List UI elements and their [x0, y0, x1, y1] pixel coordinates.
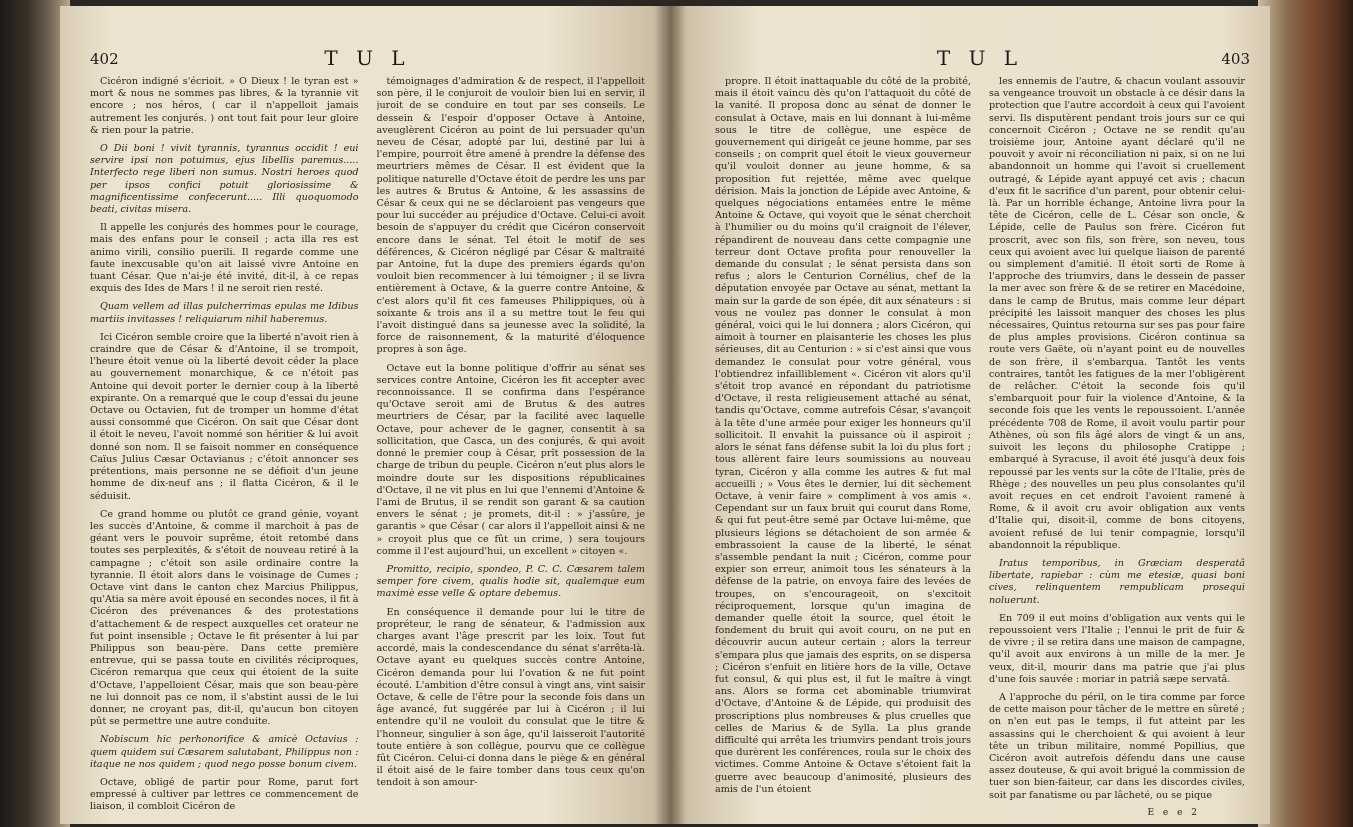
book-edge-right [1258, 0, 1353, 827]
right-column-2 [989, 76, 1245, 816]
right-column-1 [715, 76, 971, 816]
paragraph: Cicéron indigné s'écrioit. » O Dieux ! le tyran est » mort & nous ne sommes pas libres, & la tyrannie vit encore ; nos héros, ( car il n'appelloit jamais autrement les conjurés. ) ont tout fait pour leur gloire & rien pour la patrie. [90, 76, 359, 136]
paragraph: propre. Il étoit inattaquable du côté de la probité, mais il étoit vaincu dès qu'on l'attaquoit du côté de la vanité. Il proposa donc au sénat de donner le consulat à Octave, mais en lui donnant à lui-même sous le titre de collègue, une espèce de gouvernement qui dirigeât ce jeune homme, par ses conseils ; on comprit quel étoit le vieux gouverneur qu'il vouloit donner au jeune homme, & sa proposition fut rejettée, même avec quelque dérision. Mais la jonction de Lépide avec Antoine, & quelques négociations entamées entre le même Antoine & Octave, qui voyoit que le sénat cherchoit à l'humilier ou du moins qu'il craignoit de l'élever, répandirent de nouveau dans cette compagnie une terreur dont Octave profita pour renouveller la demande du consulat ; le sénat persista dans son refus ; alors le Centurion Cornélius, chef de la députation envoyée par Octave au sénat, mettant la main sur la garde de son épée, dit aux sénateurs : si vous ne voulez pas donner le consulat à mon général, voici qui le lui donnera ; alors Cicéron, qui aimoit à tourner en plaisanterie les choses les plus sérieuses, dit au Centurion : » si c'est ainsi que vous demandez le consulat pour votre général, vous l'obtiendrez infailliblement «. Cicéron vit alors qu'il s'étoit trop avancé en répondant du patriotisme d'Octave, il resta religieusement attaché au sénat, tandis qu'Octave, comme autrefois César, s'avançoit à la tête d'une armée pour exiger les honneurs qu'il sollicitoit. Il envahit la puissance où il aspiroit ; alors le sénat fans défense subit la loi du plus fort ; tous allèrent faire leurs soumissions au nouveau tyran, Cicéron y alla comme les autres & fut mal accueilli ; » Vous êtes le dernier, lui dit sèchement Octave, à venir faire » compliment à vos amis «. Cependant sur un faux bruit qui courut dans Rome, & qui fut peut-être semé par Octave lui-même, que plusieurs légions se détachoient de son armée & embrassoient la cause de la liberté, le sénat s'assemble pendant la nuit ; Cicéron, comme pour expier son erreur, animoit tous les sénateurs à la défense de la patrie, on envoya faire des levées de troupes, on s'encourageoit, on s'excitoit réciproquement, lorsque qu'un imagina de demander quelle étoit la source, quel étoit le fondement du bruit qui avoit couru, on ne put en découvrir aucun auteur certain ; alors la terreur s'empara plus que jamais des esprits, on se dispersa ; Cicéron s'enfuit en litière hors de la ville, Octave fut consul, & qui plus est, il fut le maître à vingt ans. Alors se forma cet abominable triumvirat d'Octave, d'Antoine & de Lépide, qui produisit des proscriptions plus nombreuses & plus cruelles que celles de Marius & de Sylla. La plus grande difficulté qui arrêta les triumvirs pendant trois jours que durèrent les conférences, roula sur le choix des victimes. Comme Antoine & Octave s'étoient fait la guerre avec beaucoup d'animosité, plusieurs des amis de l'un étoient [715, 76, 971, 795]
paragraph: Ici Cicéron semble croire que la liberté n'avoit rien à craindre que de César & d'Antoine, il se trompoit, l'heure étoit venue où la liberté devoit céder la place au gouvernement monarchique, & ce n'étoit pas Antoine qui devoit porter le dernier coup à la liberté expirante. On a remarqué que le coup d'essai du jeune Octave ou Octavien, fut de tromper un homme d'état aussi consommé que Cicéron. On sait que César dont il étoit le neveu, l'avoit nommé son héritier & lui avoit donné son nom. Il se faisoit nommer en conséquence Caïus Julius Cæsar Octavianus ; c'étoit annoncer ses prétentions, mais personne ne se défioit d'un jeune homme de dix-neuf ans ; il flatta Cicéron, & il le séduisit. [90, 331, 359, 502]
latin-quote: Nobiscum hic perhonorifice & amicè Octavius : quem quidem sui Cæsarem salutabant, Philippus non : itaque ne nos quidem ; quod nego posse bonum civem. [90, 734, 359, 770]
paragraph: En conséquence il demande pour lui le titre de propréteur, le rang de sénateur, & l'admission aux charges avant l'âge prescrit par les loix. Tout fut accordé, mais la condescendance du sénat s'arrêta-là. Octave ayant eu quelques succès contre Antoine, Cicéron demanda pour lui l'ovation & ne fut point écouté. L'ambition d'être consul à vingt ans, vint saisir Octave, & celle de l'être pour la seconde fois dans un âge avancé, fut suggérée par lui à Cicéron ; il lui entendre qu'il ne vouloit du consulat que le titre & l'honneur, singulier à son âge, qu'il laisseroit l'autorité toute entière à son collègue, pourvu que ce collègue fût Cicéron. Celui-ci donna dans le piège & en général il étoit aisé de le faire tomber dans tous ceux qu'on tendoit à son amour- [376, 606, 645, 789]
left-page [60, 6, 670, 824]
latin-quote: Quam vellem ad illas pulcherrimas epulas me Idibus martiis invitasses ! reliquiarum nihil haberemus. [90, 301, 359, 325]
signature-mark: E e e 2 [1147, 808, 1200, 818]
right-page-number: 403 [1221, 50, 1250, 68]
paragraph: témoignages d'admiration & de respect, il l'appelloit son père, il le conjuroit de vouloir bien lui en servir, il juroit de se conduire en tout par ses conseils. Le dessein & l'espoir d'opposer Octave à Antoine, aveuglèrent Cicéron au point de lui persuader qu'un neveu de César, adopté par lui, destiné par lui à l'empire, pourroit être amené à prendre la défense des meurtriers mêmes de César. Il est évident que la politique naturelle d'Octave étoit de perdre les uns par les autres & Brutus & Antoine, & les assassins de César & ceux qui ne se déclaroient pas vengeurs que pour lui succéder au préjudice d'Octave. Celui-ci avoit besoin de s'appuyer du crédit que Cicéron conservoit encore dans le sénat. Tel étoit le motif de ses déférences, & Cicéron négligé par César & maltraité par Antoine, fut la dupe des premiers égards qu'on vouloit bien recommencer à lui témoigner ; il se livra entièrement à Octave, & la guerre contre Antoine, & c'est alors qu'il fit ces fameuses Philippiques, où à soixante & trois ans il a su mettre tout le feu qui l'avoit distingué dans sa jeunesse avec la solidité, la force de raisonnement, & la maturité d'éloquence propres à son âge. [376, 76, 645, 356]
paragraph: Octave, obligé de partir pour Rome, parut fort empressé à cultiver par lettres ce commencement de liaison, il combloit Cicéron de [90, 776, 359, 813]
right-running-title: T U L [936, 46, 1024, 70]
left-column-1 [90, 76, 359, 816]
paragraph: En 709 il eut moins d'obligation aux vents qui le repoussoient vers l'Italie ; l'ennui le prit de fuir & de vivre ; il se retira dans une maison de campagne, qu'il avoit aux environs à un mille de la mer. Je veux, dit-il, mourir dans ma patrie que j'ai plus d'une fois sauvée : moriar in patriâ sæpe servatâ. [989, 612, 1245, 685]
right-page [670, 6, 1270, 824]
paragraph: Il appelle les conjurés des hommes pour le courage, mais des enfans pour le conseil ; acta illa res est animo virili, consilio puerili. Il regarde comme une faute inexcusable qu'on ait laissé vivre Antoine en tuant César. Que n'ai-je été invité, dit-il, à ce repas exquis des Ides de Mars ! il ne seroit rien resté. [90, 222, 359, 295]
left-running-title: T U L [324, 46, 411, 70]
latin-quote: O Dii boni ! vivit tyrannis, tyrannus occidit ! eui servire ipsi non potuimus, ejus libellis paremus..... Interfecto rege liberi non sumus. Nostri heroes quod per ipsos confici potuit gloriosissime & magnificentissime confecerunt..... Illi quoquomodo beati, civitas misera. [90, 143, 359, 216]
latin-quote: Iratus temporibus, in Græciam desperatâ libertate, rapiebar : cùm me etesiæ, quasi boni cives, relinquentem rempublicam prosequi noluerunt. [989, 557, 1245, 606]
left-page-header [90, 46, 645, 70]
paragraph: A l'approche du péril, on le tira comme par force de cette maison pour tâcher de le mettre en sûreté ; on n'en eut pas le temps, il fut atteint par les assassins qui le cherchoient & qui avoient à leur tête un tribun militaire, nommé Popillius, que Cicéron avoit autrefois défendu dans une cause assez douteuse, & qui avoit brigué la commission de tuer son bien-faiteur, car dans les discordes civiles, soit par fanatisme ou par lâcheté, ou se pique [989, 691, 1245, 801]
right-page-header [710, 46, 1250, 70]
left-page-columns [90, 76, 645, 816]
latin-quote: Promitto, recipio, spondeo, P. C. C. Cæsarem talem semper fore civem, qualis hodie sit, qualemque eum maximè esse velle & optare debemus. [376, 563, 645, 600]
paragraph: Ce grand homme ou plutôt ce grand génie, voyant les succès d'Antoine, & comme il marchoit à pas de géant vers le pouvoir suprême, étoit retombé dans toutes ses perplexités, & s'étoit de nouveau retiré à la campagne ; c'étoit son asile ordinaire contre la tyrannie. Il étoit alors dans le voisinage de Cumes ; Octave vint dans le canton chez Marcius Philippus, qu'Atia sa mère avoit épousé en secondes noces, il fit à Cicéron des prévenances & des protestations d'attachement & de respect auxquelles cet orateur ne fut point insensible ; Octave le fit présenter à lui par Philippus son beau-père. Dans cette première entrevue, qui se passa toute en civilités réciproques, Cicéron remarqua que ceux qui étoient de la suite d'Octave, l'appelloient César, mais que son beau-père ne lui donnoit pas ce nom, il s'abstint aussi de le lui donner, ne croyant pas, dit-il, qu'aucun bon citoyen pût se permettre une autre conduite. [90, 508, 359, 728]
left-page-number: 402 [90, 50, 119, 68]
paragraph: les ennemis de l'autre, & chacun voulant assouvir sa vengeance trouvoit un obstacle à ce désir dans la protection que l'autre accordoit à ceux qui l'avoient servi. Ils disputèrent pendant trois jours sur ce qui concernoit Cicéron ; Octave ne se rendit qu'au troisième jour, Antoine ayant déclaré qu'il ne pouvoit y avoir ni réconciliation ni paix, si on ne lui abandonnoit un homme qui l'avoit si cruellement outragé, & Lépide ayant appuyé cet avis ; chacun d'eux fit le sacrifice d'un parent, pour obtenir celui-là. Par un horrible échange, Antoine livra pour la tête de Cicéron, celle de L. César son oncle, & Lépide, celle de Paulus son frère. Cicéron fut proscrit, avec son fils, son frère, son neveu, tous ceux qui avoient avec lui quelque liaison de parenté ou simplement d'amitié. Il étoit sorti de Rome à l'approche des triumvirs, dans le dessein de passer la mer avec son frère & de se retirer en Macédoine, dans le camp de Brutus, mais comme leur départ précipité les laissoit manquer des choses les plus nécessaires, Quintus retourna sur ses pas pour faire de plus amples provisions. Cicéron continua sa route vers Gaëte, où n'ayant point eu de nouvelles de son frère, il s'embarqua. Tantôt les vents contraires, tantôt les fatigues de la mer l'obligèrent de relâcher. C'étoit la seconde fois qu'il s'embarquoit pour fuir la violence d'Antoine, & la seconde fois que les vents le repoussoient. L'année précédente 708 de Rome, il avoit voulu partir pour Athènes, où son fils âgé alors de vingt & un ans, suivoit les leçons du philosophe Cratippe ; embarqué à Syracuse, il avoit été jusqu'à deux fois repoussé par les vents sur la côte de l'Italie, près de Rhège ; des nouvelles un peu plus consolantes qu'il avoit reçues en cet endroit l'avoient ramené à Rome, & il avoit cru avoir obligation aux vents d'Italie qui, disoit-il, comme de bons citoyens, avoient refusé de lui tenir compagnie, lorsqu'il abandonnoit la république. [989, 76, 1245, 551]
left-column-2 [377, 76, 646, 816]
paragraph: Octave eut la bonne politique d'offrir au sénat ses services contre Antoine, Cicéron les fit accepter avec reconnoissance. Il se confirma dans l'espérance qu'Octave seroit ami de Brutus & des autres meurtriers de César, par la facilité avec laquelle Octave, pour achever de le gagner, consentit à sa sollicitation, que Casca, un des conjurés, & qui avoit donné le premier coup à César, prît possession de la charge de tribun du peuple. Cicéron n'eut plus alors le moindre doute sur les dispositions républicaines d'Octave, il ne vit plus en lui que l'ennemi d'Antoine & l'ami de Brutus, il se rendit son garant & sa caution envers le sénat ; je promets, dit-il : » j'assûre, je garantis » que César ( car alors il l'appelloit ainsi & ne » croyoit plus que ce fût un crime, ) sera toujours comme il l'est aujourd'hui, un excellent » citoyen «. [376, 362, 645, 557]
right-page-columns [715, 76, 1245, 816]
